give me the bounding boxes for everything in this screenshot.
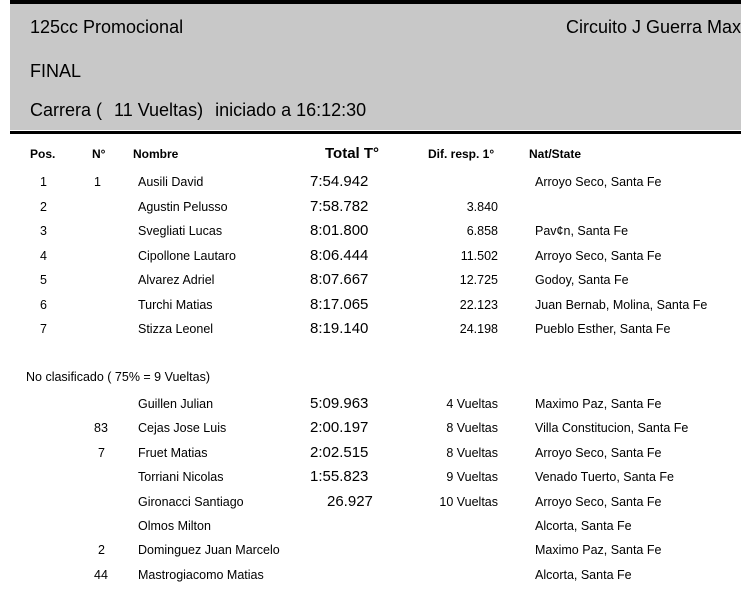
total-time: 26.927 <box>327 492 373 510</box>
col-header-name: Nombre <box>133 147 179 161</box>
header-divider <box>10 131 741 134</box>
driver-name: Svegliati Lucas <box>138 224 223 238</box>
driver-name: Cipollone Lautaro <box>138 248 236 263</box>
driver-name: Agustin Pelusso <box>138 199 228 214</box>
gap-to-leader: 3.840 <box>466 199 498 214</box>
total-time: 1:55.823 <box>310 468 369 486</box>
driver-location: Maximo Paz, Santa Fe <box>535 543 662 558</box>
driver-location: Pav¢n, Santa Fe <box>535 224 629 238</box>
laps-completed: 10 Vueltas <box>439 494 498 509</box>
position: 4 <box>40 248 47 263</box>
driver-name: Mastrogiacomo Matias <box>138 567 264 582</box>
col-header-pos: Pos. <box>30 147 56 161</box>
driver-location: Arroyo Seco, Santa Fe <box>535 445 662 460</box>
race-info <box>30 100 366 121</box>
col-header-total: Total T° <box>325 145 380 162</box>
kart-number: 7 <box>98 445 105 460</box>
gap-to-leader: 6.858 <box>466 224 498 238</box>
driver-location: Villa Constitucion, Santa Fe <box>535 421 689 436</box>
kart-number: 2 <box>98 543 105 558</box>
driver-location: Juan Bernab, Molina, Santa Fe <box>535 297 708 312</box>
position: 7 <box>40 322 47 336</box>
col-header-diff: Dif. resp. 1° <box>428 147 495 161</box>
laps-completed: 4 Vueltas <box>446 397 498 411</box>
position: 3 <box>40 224 47 238</box>
total-time: 8:17.065 <box>310 295 369 313</box>
race-laps: 11 Vueltas) <box>114 100 204 120</box>
position: 5 <box>40 273 47 287</box>
driver-name: Gironacci Santiago <box>138 494 244 509</box>
driver-location: Arroyo Seco, Santa Fe <box>535 175 662 189</box>
total-time: 7:54.942 <box>310 173 369 190</box>
driver-location: Alcorta, Santa Fe <box>535 519 632 533</box>
driver-name: Guillen Julian <box>138 397 214 411</box>
driver-location: Venado Tuerto, Santa Fe <box>535 470 674 485</box>
driver-name: Dominguez Juan Marcelo <box>138 543 280 558</box>
driver-location: Godoy, Santa Fe <box>535 273 629 287</box>
not-classified-label: No clasificado ( 75% = 9 Vueltas) <box>26 370 211 384</box>
category-title: 125cc Promocional <box>30 17 184 37</box>
results-header <box>10 0 741 130</box>
kart-number: 44 <box>94 567 108 582</box>
gap-to-leader: 22.123 <box>459 297 498 312</box>
circuit-name: Circuito J Guerra Max <box>565 17 741 37</box>
driver-name: Torriani Nicolas <box>138 470 224 485</box>
laps-completed: 8 Vueltas <box>446 421 498 436</box>
position: 1 <box>40 175 47 189</box>
total-time: 5:09.963 <box>310 395 369 412</box>
gap-to-leader: 24.198 <box>459 322 498 336</box>
session-name: FINAL <box>30 61 82 81</box>
driver-name: Fruet Matias <box>138 445 208 460</box>
driver-name: Cejas Jose Luis <box>138 421 227 436</box>
driver-location: Alcorta, Santa Fe <box>535 567 632 582</box>
laps-completed: 8 Vueltas <box>446 445 498 460</box>
gap-to-leader: 12.725 <box>459 273 498 287</box>
gap-to-leader: 11.502 <box>460 248 498 263</box>
driver-location: Arroyo Seco, Santa Fe <box>535 494 662 509</box>
driver-name: Alvarez Adriel <box>138 273 215 287</box>
race-start-time: iniciado a 16:12:30 <box>215 100 367 120</box>
kart-number: 83 <box>94 421 108 436</box>
driver-location: Arroyo Seco, Santa Fe <box>535 248 662 263</box>
col-header-num: N° <box>92 147 106 161</box>
position: 2 <box>40 199 47 214</box>
total-time: 8:01.800 <box>310 222 369 239</box>
position: 6 <box>40 297 47 312</box>
driver-name: Olmos Milton <box>138 519 211 533</box>
total-time: 8:19.140 <box>310 320 369 337</box>
total-time: 2:02.515 <box>310 443 369 461</box>
total-time: 7:58.782 <box>310 197 369 215</box>
col-header-nat: Nat/State <box>529 147 582 161</box>
laps-completed: 9 Vueltas <box>446 470 498 485</box>
kart-number: 1 <box>94 175 101 189</box>
driver-location: Maximo Paz, Santa Fe <box>535 397 662 411</box>
total-time: 8:07.667 <box>310 271 369 288</box>
total-time: 8:06.444 <box>310 246 369 264</box>
driver-name: Stizza Leonel <box>138 322 214 336</box>
total-time: 2:00.197 <box>310 419 369 437</box>
race-label: Carrera ( <box>30 100 103 120</box>
driver-name: Ausili David <box>138 175 204 189</box>
driver-name: Turchi Matias <box>138 297 213 312</box>
driver-location: Pueblo Esther, Santa Fe <box>535 322 671 336</box>
